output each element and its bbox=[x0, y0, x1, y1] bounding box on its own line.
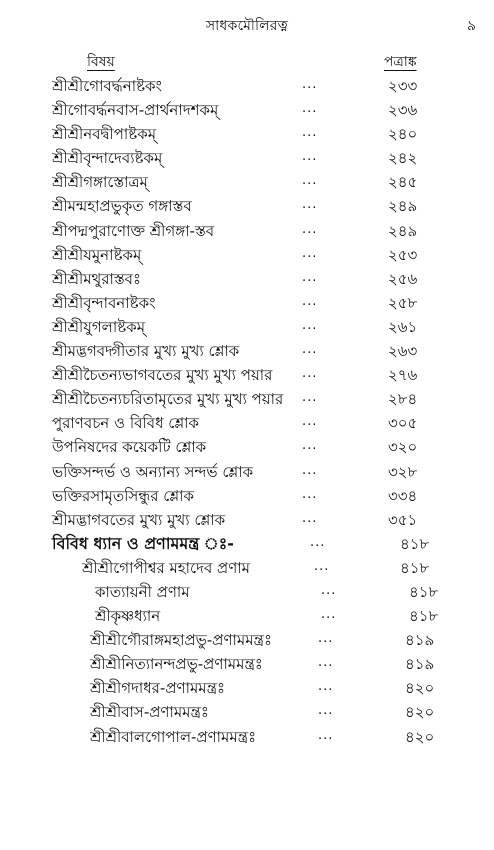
entry-title: ভক্তিরসামৃতসিন্ধুর শ্লোক bbox=[52, 486, 194, 505]
entry-title: শ্রীমদ্ভগবদ্গীতার মুখ্য মুখ্য শ্লোক bbox=[52, 342, 240, 361]
entry-leader-dots: ... bbox=[302, 269, 318, 285]
entry-page-number: ৪১৯ bbox=[405, 631, 435, 650]
entry-title: শ্রীশ্রীনিত্যানন্দপ্রভু-প্রণামমন্ত্রঃ bbox=[90, 655, 263, 674]
entry-page-number: ২৪৯ bbox=[388, 221, 418, 240]
entry-page-number: ২৪৯ bbox=[388, 197, 418, 216]
entry-page-number: ২৫৮ bbox=[388, 293, 418, 312]
entry-leader-dots: ... bbox=[321, 607, 337, 623]
contents-row bbox=[0, 315, 494, 339]
page-number: ৯ bbox=[466, 18, 476, 34]
running-title: সাধকমৌলিরত্ন bbox=[205, 18, 289, 34]
entry-page-number: ৪১৮ bbox=[400, 558, 430, 577]
entry-page-number: ৩০৫ bbox=[388, 414, 418, 433]
entry-leader-dots: ... bbox=[302, 390, 318, 406]
contents-row bbox=[0, 170, 494, 194]
entry-leader-dots: ... bbox=[302, 173, 318, 189]
entry-page-number: ৪১৮ bbox=[400, 534, 430, 553]
contents-row bbox=[0, 700, 494, 724]
contents-row bbox=[0, 532, 494, 556]
entry-title: শ্রীকৃষ্ণধ্যান bbox=[95, 607, 161, 626]
contents-row bbox=[0, 98, 494, 122]
entry-page-number: ৪১৮ bbox=[409, 607, 439, 626]
entry-leader-dots: ... bbox=[302, 366, 318, 382]
entry-leader-dots: ... bbox=[310, 534, 326, 550]
entry-leader-dots: ... bbox=[302, 221, 318, 237]
entry-page-number: ২৪০ bbox=[388, 125, 418, 144]
entry-title: শ্রীশ্রীবৃন্দাবনাষ্টকং bbox=[52, 293, 156, 312]
entry-page-number: ৩৫১ bbox=[388, 510, 418, 529]
entry-leader-dots: ... bbox=[302, 101, 318, 117]
entry-page-number: ৪১৮ bbox=[409, 582, 439, 601]
entry-page-number: ৪১৯ bbox=[405, 655, 435, 674]
entry-leader-dots: ... bbox=[302, 125, 318, 141]
contents-row bbox=[0, 628, 494, 652]
contents-row bbox=[0, 725, 494, 749]
entry-leader-dots: ... bbox=[302, 293, 318, 309]
entry-page-number: ৪২০ bbox=[405, 727, 435, 746]
entry-leader-dots: ... bbox=[302, 462, 318, 478]
entry-title: শ্রীশ্রীমথুরাস্তবঃ bbox=[52, 269, 141, 288]
entry-leader-dots: ... bbox=[318, 727, 334, 743]
contents-row bbox=[0, 339, 494, 363]
contents-row bbox=[0, 122, 494, 146]
entry-title: শ্রীমন্মহাপ্রভুকৃত গঙ্গাস্তব bbox=[52, 197, 192, 216]
entry-title: শ্রীশ্রীযুগলাষ্টকম্ bbox=[52, 317, 146, 336]
entry-leader-dots: ... bbox=[302, 197, 318, 213]
entry-page-number: ২৫৩ bbox=[388, 245, 418, 264]
entry-leader-dots: ... bbox=[302, 245, 318, 261]
contents-row bbox=[0, 411, 494, 435]
entry-title: শ্রীশ্রীগঙ্গাস্তোত্রম্ bbox=[52, 173, 148, 192]
contents-row bbox=[0, 484, 494, 508]
entry-title: শ্রীশ্রীনবদ্বীপাষ্টকম্ bbox=[52, 125, 157, 144]
contents-row bbox=[0, 146, 494, 170]
entry-leader-dots: ... bbox=[318, 631, 334, 647]
entry-page-number: ৪২০ bbox=[405, 703, 435, 722]
entry-page-number: ৪২০ bbox=[405, 679, 435, 698]
entry-leader-dots: ... bbox=[302, 486, 318, 502]
entry-page-number: ২৫৬ bbox=[388, 269, 418, 288]
entry-title: শ্রীশ্রীগৌরাঙ্গমহাপ্রভু-প্রণামমন্ত্রঃ bbox=[90, 631, 272, 650]
entry-title: শ্রীশ্রীচৈতন্যভাগবতের মুখ্য মুখ্য পয়ার bbox=[52, 366, 273, 385]
contents-row bbox=[0, 363, 494, 387]
entry-title: বিবিধ ধ্যান ও প্রণামমন্ত্র ঃ- bbox=[52, 533, 234, 553]
entry-page-number: ৩২০ bbox=[388, 438, 418, 457]
entry-title: শ্রীমদ্ভাগবতের মুখ্য মুখ্য শ্লোক bbox=[52, 510, 226, 529]
contents-row bbox=[0, 508, 494, 532]
contents-row bbox=[0, 676, 494, 700]
entry-title: শ্রীশ্রীগোবর্দ্ধনাষ্টকং bbox=[52, 77, 163, 95]
entry-title: শ্রীগোবর্দ্ধনবাস-প্রার্থনাদশকম্ bbox=[52, 101, 219, 120]
entry-title: উপনিষদের কয়েকটি শ্লোক bbox=[52, 438, 207, 457]
subject-column-heading: বিষয় bbox=[87, 54, 115, 70]
contents-row bbox=[0, 219, 494, 243]
entry-title: ভক্তিসন্দর্ভ ও অন্যান্য সন্দর্ভ শ্লোক bbox=[52, 462, 254, 481]
contents-row bbox=[0, 243, 494, 267]
entry-page-number: ২৩৩ bbox=[388, 77, 418, 95]
entry-leader-dots: ... bbox=[302, 438, 318, 454]
contents-row bbox=[0, 580, 494, 604]
entry-leader-dots: ... bbox=[318, 679, 334, 695]
entry-leader-dots: ... bbox=[302, 414, 318, 430]
entry-leader-dots: ... bbox=[302, 317, 318, 333]
entry-title: শ্রীশ্রীচৈতন্যচরিতামৃতের মুখ্য মুখ্য পয়ার bbox=[52, 390, 284, 409]
entry-page-number: ২৩৬ bbox=[388, 101, 418, 120]
contents-row bbox=[0, 291, 494, 315]
contents-row bbox=[0, 556, 494, 580]
entry-page-number: ২৮৪ bbox=[388, 390, 418, 409]
entry-leader-dots: ... bbox=[302, 149, 318, 165]
entry-leader-dots: ... bbox=[314, 558, 330, 574]
entry-title: পুরাণবচন ও বিবিধ শ্লোক bbox=[52, 414, 200, 433]
entry-leader-dots: ... bbox=[321, 582, 337, 598]
page-column-heading: পত্রাঙ্ক bbox=[384, 54, 417, 70]
entry-page-number: ২৬৩ bbox=[388, 342, 418, 361]
contents-row bbox=[0, 387, 494, 411]
contents-row bbox=[0, 604, 494, 628]
entry-page-number: ২৭৬ bbox=[388, 366, 418, 385]
contents-row bbox=[0, 460, 494, 484]
entry-leader-dots: ... bbox=[302, 342, 318, 358]
entry-page-number: ২৪২ bbox=[388, 149, 418, 168]
entry-title: শ্রীশ্রীগোপীশ্বর মহাদেব প্রণাম bbox=[82, 558, 251, 577]
entry-page-number: ২৬১ bbox=[388, 317, 418, 336]
entry-title: কাত্যায়নী প্রণাম bbox=[95, 582, 190, 601]
entry-leader-dots: ... bbox=[302, 510, 318, 526]
contents-row bbox=[0, 194, 494, 218]
contents-list bbox=[0, 74, 494, 749]
entry-leader-dots: ... bbox=[302, 77, 318, 92]
entry-title: শ্রীশ্রীযমুনাষ্টকম্ bbox=[52, 245, 142, 264]
contents-row bbox=[0, 74, 494, 98]
entry-page-number: ৩৩৪ bbox=[388, 486, 418, 505]
entry-page-number: ৩২৮ bbox=[388, 462, 418, 481]
entry-title: শ্রীশ্রীবালগোপাল-প্রণামমন্ত্রঃ bbox=[90, 727, 257, 746]
entry-title: শ্রীশ্রীবাস-প্রণামমন্ত্রঃ bbox=[90, 703, 209, 722]
contents-row bbox=[0, 267, 494, 291]
entry-title: শ্রীপদ্মপুরাণোক্ত শ্রীগঙ্গা-স্তব bbox=[52, 221, 215, 240]
entry-title: শ্রীশ্রীবৃন্দাদেব্যষ্টকম্ bbox=[52, 149, 163, 168]
contents-row bbox=[0, 435, 494, 459]
entry-leader-dots: ... bbox=[318, 655, 334, 671]
entry-page-number: ২৪৫ bbox=[388, 173, 418, 192]
contents-row bbox=[0, 652, 494, 676]
entry-leader-dots: ... bbox=[318, 703, 334, 719]
entry-title: শ্রীশ্রীগদাধর-প্রণামমন্ত্রঃ bbox=[90, 679, 226, 698]
